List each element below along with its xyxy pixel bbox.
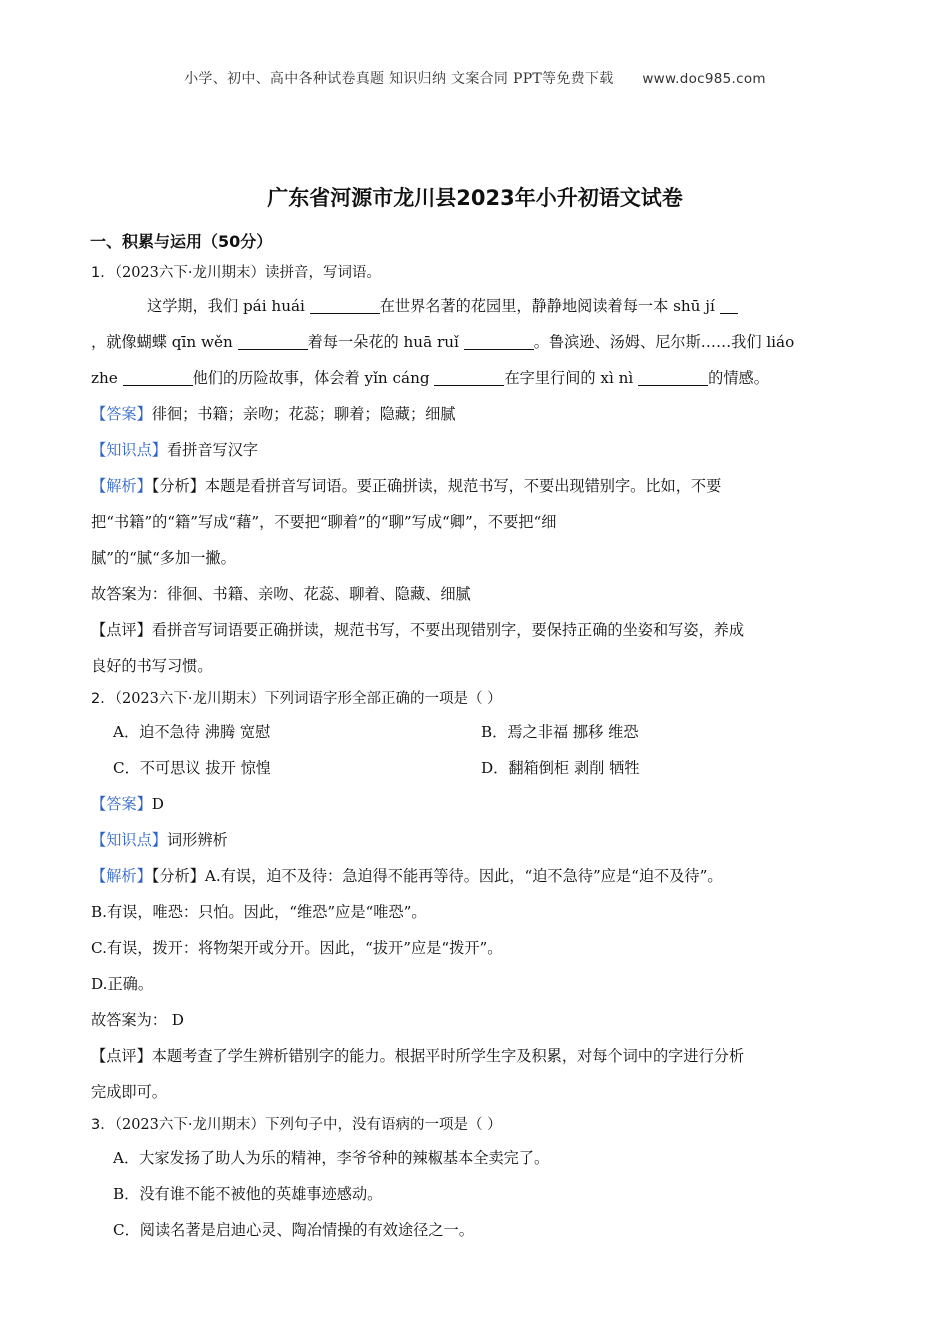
option-b: B．没有谁不能不被他的英雄事迹感动。 xyxy=(113,1185,383,1203)
option-a: A．大家发扬了助人为乐的精神，李爷爷种的辣椒基本全卖完了。 xyxy=(113,1149,550,1167)
analysis-text: 【分析】本题是看拼音写词语。要正确拼读，规范书写，不要出现错别字。比如，不要 xyxy=(151,477,722,495)
q1-analysis-line-2: 把“书籍”的“籍”写成“藉”，不要把“聊着”的“聊”写成“卿”，不要把“细 xyxy=(91,513,557,531)
header-text: 小学、初中、高中各种试卷真题 知识归纳 文案合同 PPT等免费下载 xyxy=(184,71,614,87)
answer-blank xyxy=(638,367,708,386)
document-title: 广东省河源市龙川县2023年小升初语文试卷 xyxy=(267,186,683,210)
passage-text: zhe xyxy=(91,369,123,387)
question-text: （2023六下·龙川期末）下列句子中，没有语病的一项是（ ） xyxy=(114,1117,502,1133)
passage-text: 在世界名著的花园里，静静地阅读着每一本 shū jí xyxy=(379,297,720,315)
answer-blank xyxy=(310,295,380,314)
passage-text: 。鲁滨逊、汤姆、尼尔斯……我们 liáo xyxy=(533,333,795,351)
passage-text: 在字里行间的 xì nì xyxy=(504,369,639,387)
q1-answer xyxy=(91,396,861,432)
q1-final-answer: 故答案为：徘徊、书籍、亲吻、花蕊、聊着、隐藏、细腻 xyxy=(91,585,471,603)
q1-analysis-line-3: 腻”的“腻“多加一撇。 xyxy=(91,549,236,567)
answer-text: 徘徊；书籍；亲吻；花蕊；聊着；隐藏；细腻 xyxy=(151,405,456,423)
q1-passage-line-1 xyxy=(91,288,861,324)
question-text: （2023六下·龙川期末）读拼音，写词语。 xyxy=(114,265,381,281)
knowledge-text: 看拼音写汉字 xyxy=(166,441,259,459)
knowledge-tag: 【知识点】 xyxy=(91,441,167,459)
q2-comment: 【点评】本题考查了学生辨析错别字的能力。根据平时所学生字及积累，对每个词中的字进行分析 xyxy=(91,1047,745,1065)
knowledge-tag: 【知识点】 xyxy=(91,831,167,849)
question-3-stem xyxy=(91,1110,861,1140)
document-body xyxy=(91,226,861,1248)
passage-text: ，就像蝴蝶 qīn wěn xyxy=(91,333,238,351)
answer-tag: 【答案】 xyxy=(91,405,152,423)
header-url[interactable]: www.doc985.com xyxy=(642,71,766,87)
q2-analysis xyxy=(91,858,861,894)
analysis-text: 【分析】A.有误，迫不及待：急迫得不能再等待。因此，“迫不急待”应是“迫不及待”。 xyxy=(151,867,723,885)
q2-analysis-line-3: C.有误，拨开：将物架开或分开。因此，“拔开”应是“拨开”。 xyxy=(91,939,503,957)
q1-knowledge-point xyxy=(91,432,861,468)
q1-comment: 【点评】看拼音写词语要正确拼读，规范书写，不要出现错别字，要保持正确的坐姿和写姿，养成 xyxy=(91,621,745,639)
answer-text: D xyxy=(151,795,164,813)
q2-options-row-1 xyxy=(91,714,861,750)
question-number: 1． xyxy=(91,265,115,281)
passage-text: 着每一朵花的 huā ruǐ xyxy=(307,333,464,351)
answer-blank xyxy=(238,331,308,350)
question-number: 3． xyxy=(91,1117,115,1133)
analysis-tag: 【解析】 xyxy=(91,867,152,885)
answer-blank xyxy=(434,367,504,386)
q1-comment-line-2: 良好的书写习惯。 xyxy=(91,657,213,675)
q2-answer xyxy=(91,786,861,822)
answer-tag: 【答案】 xyxy=(91,795,152,813)
q1-passage-line-3 xyxy=(91,360,861,396)
page-header xyxy=(0,68,950,88)
option-a: A．迫不急待 沸腾 宽慰 xyxy=(113,723,271,741)
question-number: 2． xyxy=(91,691,115,707)
question-1-stem xyxy=(91,258,861,288)
option-c: C．不可思议 拔开 惊惶 xyxy=(113,759,271,777)
q2-analysis-line-4: D.正确。 xyxy=(91,975,154,993)
answer-blank xyxy=(720,295,738,314)
q1-analysis xyxy=(91,468,861,504)
question-2-stem xyxy=(91,684,861,714)
answer-blank xyxy=(123,367,193,386)
passage-text: 他们的历险故事，体会着 yǐn cáng xyxy=(192,369,435,387)
section-heading: 一、积累与运用（50分） xyxy=(90,232,273,251)
knowledge-text: 词形辨析 xyxy=(166,831,228,849)
option-d: D．翻箱倒柜 剥削 牺牲 xyxy=(481,759,640,777)
q1-passage-line-2 xyxy=(91,324,861,360)
passage-text: 的情感。 xyxy=(708,369,769,387)
option-b: B．焉之非福 挪移 维恐 xyxy=(481,723,639,741)
q2-analysis-line-2: B.有误，唯恐：只怕。因此，“维恐”应是“唯恐”。 xyxy=(91,903,427,921)
q2-options-row-2 xyxy=(91,750,861,786)
answer-blank xyxy=(464,331,534,350)
question-text: （2023六下·龙川期末）下列词语字形全部正确的一项是（ ） xyxy=(114,691,502,707)
analysis-tag: 【解析】 xyxy=(91,477,152,495)
option-c: C．阅读名著是启迪心灵、陶冶情操的有效途径之一。 xyxy=(113,1221,474,1239)
passage-text: 这学期，我们 pái huái xyxy=(147,297,310,315)
q2-knowledge-point xyxy=(91,822,861,858)
q2-final-answer: 故答案为： D xyxy=(91,1011,184,1029)
q2-comment-line-2: 完成即可。 xyxy=(91,1083,167,1101)
